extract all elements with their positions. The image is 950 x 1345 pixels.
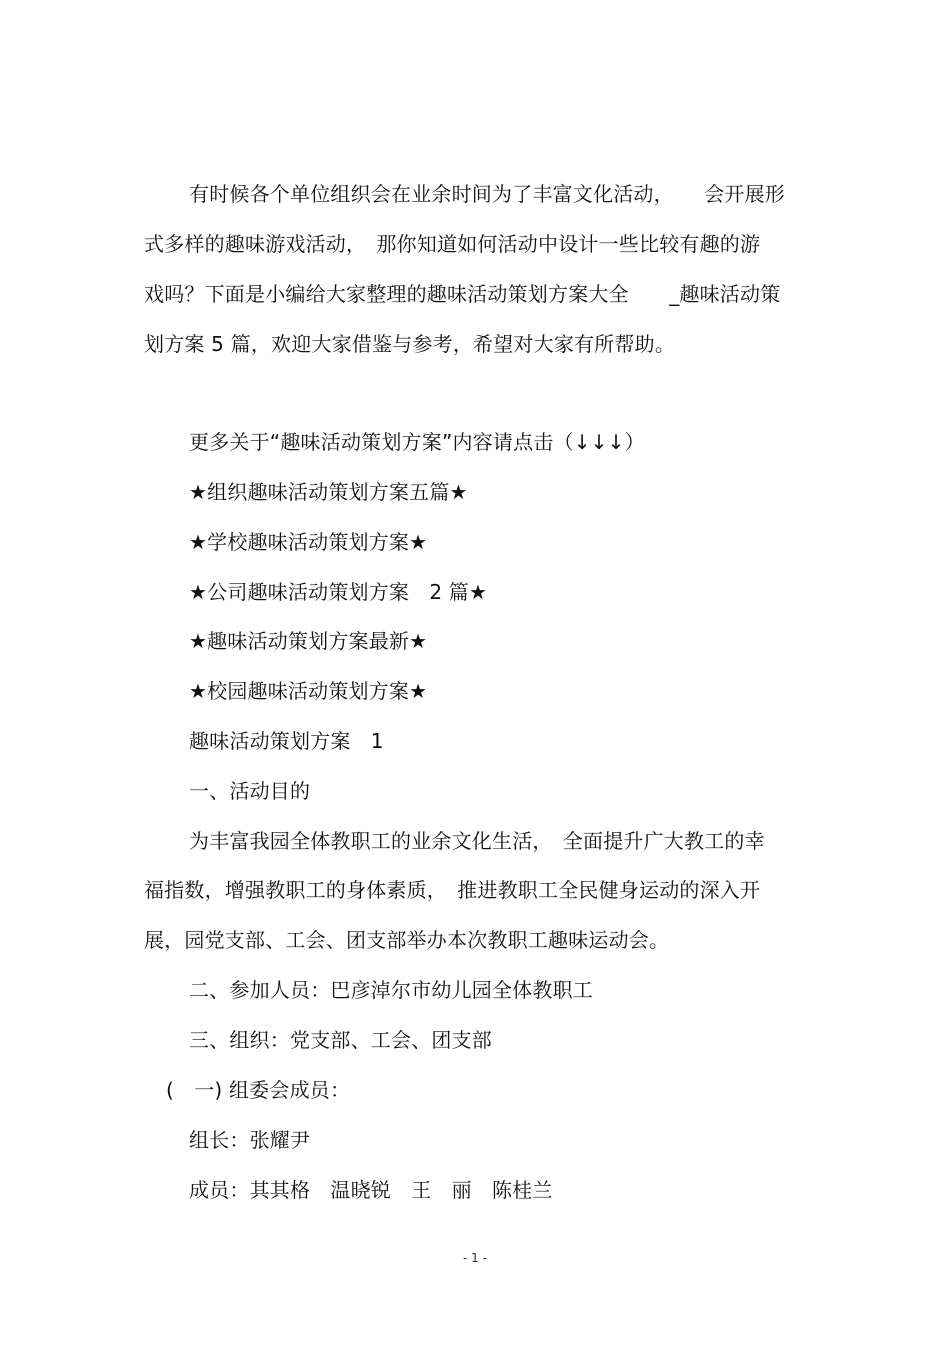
plan-title: 趣味活动策划方案 1 [189,729,384,753]
committee-leader: 组长：张耀尹 [189,1128,311,1152]
section-organization: 三、组织：党支部、工会、团支部 [189,1028,492,1052]
purpose-line-3: 展，园党支部、工会、团支部举办本次教职工趣味运动会。 [144,928,670,952]
related-link-3[interactable]: ★公司趣味活动策划方案 2 篇★ [189,580,488,604]
page-number: - 1 - [463,1251,487,1265]
related-link-5[interactable]: ★校园趣味活动策划方案★ [189,679,428,703]
purpose-line-1: 为丰富我园全体教职工的业余文化生活， 全面提升广大教工的幸 [189,829,765,853]
related-link-1[interactable]: ★组织趣味活动策划方案五篇★ [189,480,468,504]
purpose-line-2: 福指数，增强教职工的身体素质， 推进教职工全民健身运动的深入开 [144,878,761,902]
intro-line-3: 戏吗？下面是小编给大家整理的趣味活动策划方案大全 _趣味活动策 [144,282,781,306]
intro-line-2: 式多样的趣味游戏活动， 那你知道如何活动中设计一些比较有趣的游 [144,232,761,256]
intro-line-1: 有时候各个单位组织会在业余时间为了丰富文化活动， 会开展形 [189,182,785,206]
committee-members: 成员：其其格 温晓锐 王 丽 陈桂兰 [189,1178,553,1202]
subsection-committee: ( 一) 组委会成员： [166,1078,351,1102]
related-link-2[interactable]: ★学校趣味活动策划方案★ [189,530,428,554]
related-link-4[interactable]: ★趣味活动策划方案最新★ [189,629,428,653]
section-heading-purpose: 一、活动目的 [189,779,311,803]
section-participants: 二、参加人员：巴彦淖尔市幼儿园全体教职工 [189,978,593,1002]
intro-line-4: 划方案 5 篇，欢迎大家借鉴与参考，希望对大家有所帮助。 [144,332,676,356]
more-prompt: 更多关于“趣味活动策划方案”内容请点击（↓↓↓） [189,430,645,454]
